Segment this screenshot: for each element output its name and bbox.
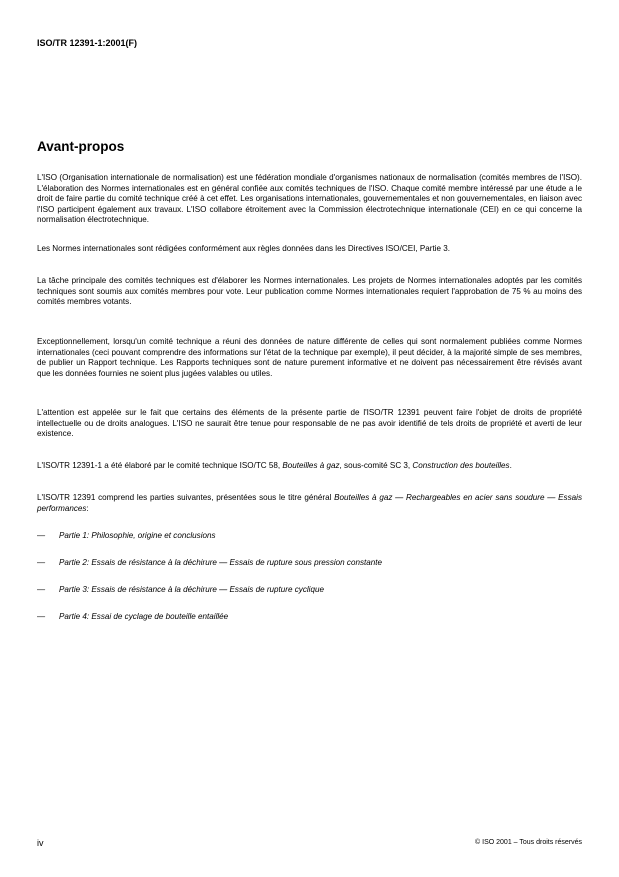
text: , sous-comité SC 3, (339, 461, 413, 470)
paragraph-parts-intro (37, 493, 582, 514)
document-id-header: ISO/TR 12391-1:2001(F) (37, 38, 138, 48)
paragraph-committee (37, 461, 582, 472)
list-item (37, 585, 582, 596)
dash: — (37, 585, 46, 594)
paragraph-technical-reports: Exceptionnellement, lorsqu'un comité technique a réuni des données de nature différente de celles qui sont normalement publiées comme Normes internationales (ceci pouvant comprendre des informations sur l'état de la technique par exemple), il peut décider, à la majorité simple de ses membres, de publier un Rapport technique. Les Rapports techniques sont de nature purement informative et ne doivent pas nécessairement être révisés avant que les données fournies ne soient plus jugées valables ou utiles. (37, 337, 582, 378)
paragraph-iso-intro: L'ISO (Organisation internationale de normalisation) est une fédération mondiale d'organismes nationaux de normalisation (comités membres de l'ISO). L'élaboration des Normes internationales est en général confiée aux comités techniques de l'ISO. Chaque comité membre intéressé par une étude a le droit de faire partie du comité technique créé à cet effet. Les organisations internationales, gouvernementales et non gouvernementales, en liaison avec l'ISO participent également aux travaux. L'ISO collabore étroitement avec la Commission électrotechnique internationale (CEI) en ce qui concerne la normalisation électrotechnique. (37, 173, 582, 225)
paragraph-main-task: La tâche principale des comités techniques est d'élaborer les Normes internationales. Les projets de Normes internationales adoptés par les comités techniques sont soumis aux comités membres pour vote. Leur publication comme Normes internationales requiert l'approbation de 75 % au moins des comités membres votants. (37, 276, 582, 307)
copyright-notice: © ISO 2001 – Tous droits réservés (475, 839, 582, 846)
text: L'ISO/TR 12391 comprend les parties suivantes, présentées sous le titre général (37, 493, 335, 502)
paragraph-patent-rights: L'attention est appelée sur le fait que certains des éléments de la présente partie de l'ISO/TR 12391 peuvent faire l'objet de droits de propriété intellectuelle ou de droits analogues. L'ISO ne saurait être tenue pour responsable de ne pas avoir identifié de tels droits de propriété et averti de leur existence. (37, 408, 582, 439)
list-item-label: Partie 2: Essais de résistance à la déchirure — Essais de rupture sous pression constante (59, 558, 383, 567)
list-item (37, 558, 582, 569)
text: . (509, 461, 512, 470)
list-item-label: Partie 3: Essais de résistance à la déchirure — Essais de rupture cyclique (59, 585, 324, 594)
italic-text: Construction des bouteilles (412, 461, 510, 470)
dash: — (37, 531, 46, 540)
dash: — (37, 558, 46, 567)
page-title: Avant-propos (37, 139, 125, 154)
italic-text: Bouteilles à gaz (282, 461, 340, 470)
dash: — (37, 612, 46, 621)
text: : (86, 503, 89, 513)
page-number: iv (37, 838, 44, 848)
italic-text: Bouteilles à gaz — Rechargeables en acier sans soudure — Essais performances (37, 493, 582, 513)
list-item-label: Partie 4: Essai de cyclage de bouteille entaillée (59, 612, 229, 621)
text: L'ISO/TR 12391-1 a été élaboré par le comité technique ISO/TC 58, (37, 461, 283, 470)
list-item (37, 612, 582, 623)
list-item (37, 531, 582, 542)
paragraph-directives: Les Normes internationales sont rédigées conformément aux règles données dans les Directives ISO/CEI, Partie 3. (37, 244, 450, 253)
list-item-label: Partie 1: Philosophie, origine et conclusions (59, 531, 216, 540)
